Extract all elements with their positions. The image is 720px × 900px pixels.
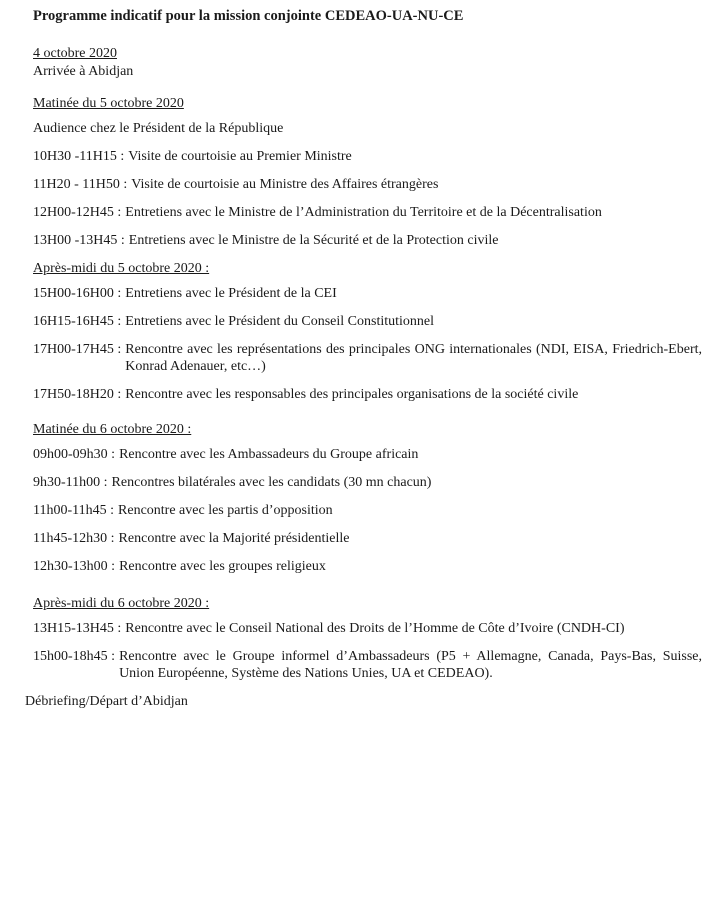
schedule-entry bbox=[33, 285, 702, 302]
section-afternoon-6 bbox=[33, 595, 702, 682]
section-afternoon-5 bbox=[33, 260, 702, 403]
section-morning-6 bbox=[33, 421, 702, 575]
section-morning-5 bbox=[33, 95, 702, 249]
schedule-entry bbox=[33, 176, 702, 193]
entry-desc: Rencontre avec les groupes religieux bbox=[119, 559, 326, 574]
schedule-entry bbox=[33, 502, 702, 519]
entry-desc: Rencontre avec les représentations des principales ONG internationales (NDI, EISA, Friedrich-Ebert, Konrad Adenauer, etc…) bbox=[125, 342, 702, 374]
entry-desc: Visite de courtoisie au Premier Ministre bbox=[128, 149, 352, 164]
arrival-text: Arrivée à Abidjan bbox=[33, 64, 134, 79]
schedule-entry bbox=[33, 204, 702, 221]
entry-time: 15h00-18h45 : bbox=[33, 649, 116, 664]
section-heading: Matinée du 6 octobre 2020 : bbox=[33, 422, 192, 437]
entry-time: 12h30-13h00 : bbox=[33, 559, 116, 574]
entry-desc: Rencontres bilatérales avec les candidats (30 mn chacun) bbox=[111, 475, 432, 490]
entry-desc: Rencontre avec le Conseil National des Droits de l’Homme de Côte d’Ivoire (CNDH-CI) bbox=[125, 621, 625, 636]
section-day0 bbox=[33, 45, 702, 81]
entry-desc: Rencontre avec les responsables des principales organisations de la société civile bbox=[125, 387, 579, 402]
entry-desc: Rencontre avec le Groupe informel d’Ambassadeurs (P5 + Allemagne, Canada, Pays-Bas, Suisse, Union Européenne, Système des Nations Unies, UA et CEDEAO). bbox=[119, 649, 702, 681]
entry-desc: Entretiens avec le Président du Conseil Constitutionnel bbox=[125, 314, 435, 329]
schedule-entry bbox=[33, 313, 702, 330]
document-title: Programme indicatif pour la mission conjointe CEDEAO-UA-NU-CE bbox=[33, 8, 464, 24]
entry-desc: Entretiens avec le Président de la CEI bbox=[125, 286, 337, 301]
schedule-entry bbox=[33, 148, 702, 165]
schedule-entry bbox=[33, 620, 702, 637]
section-heading: Après-midi du 6 octobre 2020 : bbox=[33, 596, 210, 611]
schedule-entry bbox=[33, 232, 702, 249]
schedule-entry bbox=[33, 530, 702, 547]
schedule-entry bbox=[33, 558, 702, 575]
entry-time: 17H00-17H45 : bbox=[33, 342, 122, 357]
entry-desc: Entretiens avec le Ministre de la Sécurité et de la Protection civile bbox=[128, 233, 499, 248]
section-heading: 4 octobre 2020 bbox=[33, 46, 117, 61]
entry-time: 11h00-11h45 : bbox=[33, 503, 115, 518]
entry-desc: Rencontre avec la Majorité présidentielle bbox=[118, 531, 350, 546]
schedule-entry bbox=[33, 474, 702, 491]
entry-time: 12H00-12H45 : bbox=[33, 205, 122, 220]
entry-time: 11h45-12h30 : bbox=[33, 531, 115, 546]
entry-time: 10H30 -11H15 : bbox=[33, 149, 125, 164]
schedule-entry bbox=[33, 341, 702, 375]
entry-desc: Rencontre avec les Ambassadeurs du Groupe africain bbox=[119, 447, 419, 462]
entry-desc: Entretiens avec le Ministre de l’Administration du Territoire et de la Décentralisation bbox=[125, 205, 602, 220]
schedule-entry bbox=[33, 386, 702, 403]
section-heading: Après-midi du 5 octobre 2020 : bbox=[33, 261, 210, 276]
entry-time: 9h30-11h00 : bbox=[33, 475, 108, 490]
section-heading: Matinée du 5 octobre 2020 bbox=[33, 96, 184, 111]
departure-text: Débriefing/Départ d’Abidjan bbox=[25, 694, 188, 709]
entry-time: 17H50-18H20 : bbox=[33, 387, 122, 402]
audience-text: Audience chez le Président de la République bbox=[33, 121, 284, 136]
entry-time: 15H00-16H00 : bbox=[33, 286, 122, 301]
entry-time: 11H20 - 11H50 : bbox=[33, 177, 128, 192]
entry-desc: Rencontre avec les partis d’opposition bbox=[118, 503, 333, 518]
entry-time: 13H00 -13H45 : bbox=[33, 233, 125, 248]
schedule-entry bbox=[33, 648, 702, 682]
entry-time: 16H15-16H45 : bbox=[33, 314, 122, 329]
entry-desc: Visite de courtoisie au Ministre des Affaires étrangères bbox=[131, 177, 439, 192]
schedule-entry bbox=[33, 446, 702, 463]
entry-time: 13H15-13H45 : bbox=[33, 621, 122, 636]
entry-time: 09h00-09h30 : bbox=[33, 447, 116, 462]
